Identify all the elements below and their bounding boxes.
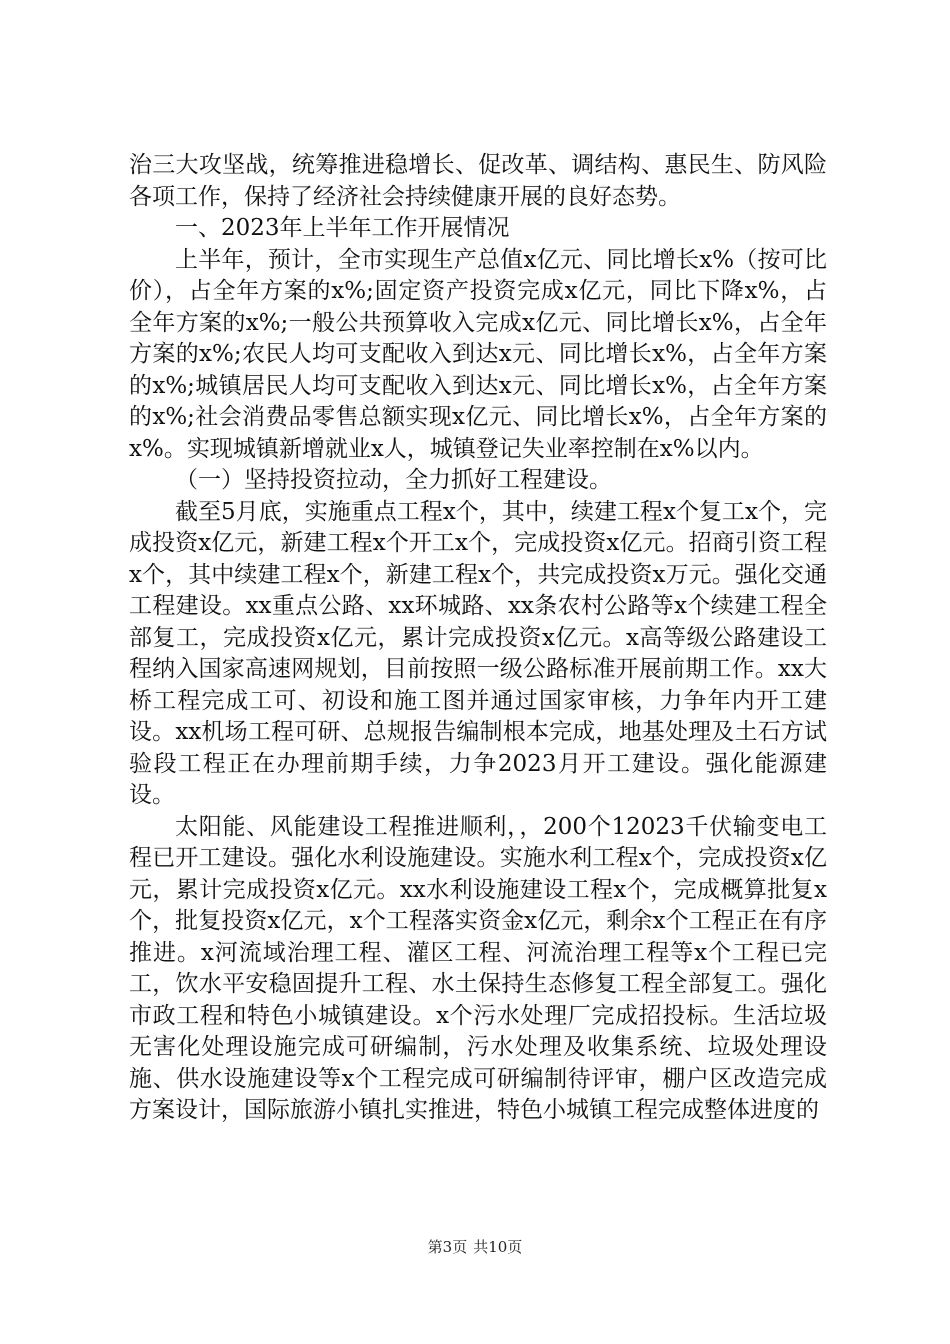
paragraph-summary: 上半年，预计，全市实现生产总值x亿元、同比增长x%（按可比价），占全年方案的x%;固定资产投资完成x亿元，同比下降x%，占全年方案的x%;一般公共预算收入完成x亿元、同比增长x%，占全年方案的x%;农民人均可支配收入到达x元、同比增长x%，占全年方案的x%;城镇居民人均可支配收入到达x元、同比增长x%，占全年方案的x%;社会消费品零售总额实现x亿元、同比增长x%，占全年方案的x%。实现城镇新增就业x人，城镇登记失业率控制在x%以内。 — [129, 246, 827, 462]
page-total: 共10页 — [473, 1238, 523, 1256]
section-heading: 一、2023年上半年工作开展情况 — [175, 215, 510, 241]
page-footer — [0, 1236, 950, 1257]
document-body — [129, 150, 827, 1127]
paragraph-continuation: 治三大攻坚战，统筹推进稳增长、促改革、调结构、惠民生、防风险各项工作，保持了经济社会持续健康开展的良好态势。 — [129, 152, 827, 210]
paragraph-energy-water: 太阳能、风能建设工程推进顺利，，200个12023千伏输变电工程已开工建设。强化水利设施建设。实施水利工程x个，完成投资x亿元，累计完成投资x亿元。xx水利设施建设工程x个，完成概算批复x个，批复投资x亿元，x个工程落实资金x亿元，剩余x个工程正在有序推进。x河流域治理工程、灌区工程、河流治理工程等x个工程已完工，饮水平安稳固提升工程、水土保持生态修复工程全部复工。强化市政工程和特色小城镇建设。x个污水处理厂完成招投标。生活垃圾无害化处理设施完成可研编制，污水处理及收集系统、垃圾处理设施、供水设施建设等x个工程完成可研编制待评审，棚户区改造完成方案设计，国际旅游小镇扎实推进，特色小城镇工程完成整体进度的 — [129, 813, 827, 1123]
paragraph-projects: 截至5月底，实施重点工程x个，其中，续建工程x个复工x个，完成投资x亿元，新建工程x个开工x个，完成投资x亿元。招商引资工程x个，其中续建工程x个，新建工程x个，共完成投资x万元。强化交通工程建设。xx重点公路、xx环城路、xx条农村公路等x个续建工程全部复工，完成投资x亿元，累计完成投资x亿元。x高等级公路建设工程纳入国家高速网规划，目前按照一级公路标准开展前期工作。xx大桥工程完成工可、初设和施工图并通过国家审核，力争年内开工建设。xx机场工程可研、总规报告编制根本完成，地基处理及土石方试验段工程正在办理前期手续，力争2023月开工建设。强化能源建设。 — [129, 498, 827, 808]
subsection-heading: （一）坚持投资拉动，全力抓好工程建设。 — [175, 467, 612, 493]
page-number: 第3页 — [427, 1238, 468, 1256]
